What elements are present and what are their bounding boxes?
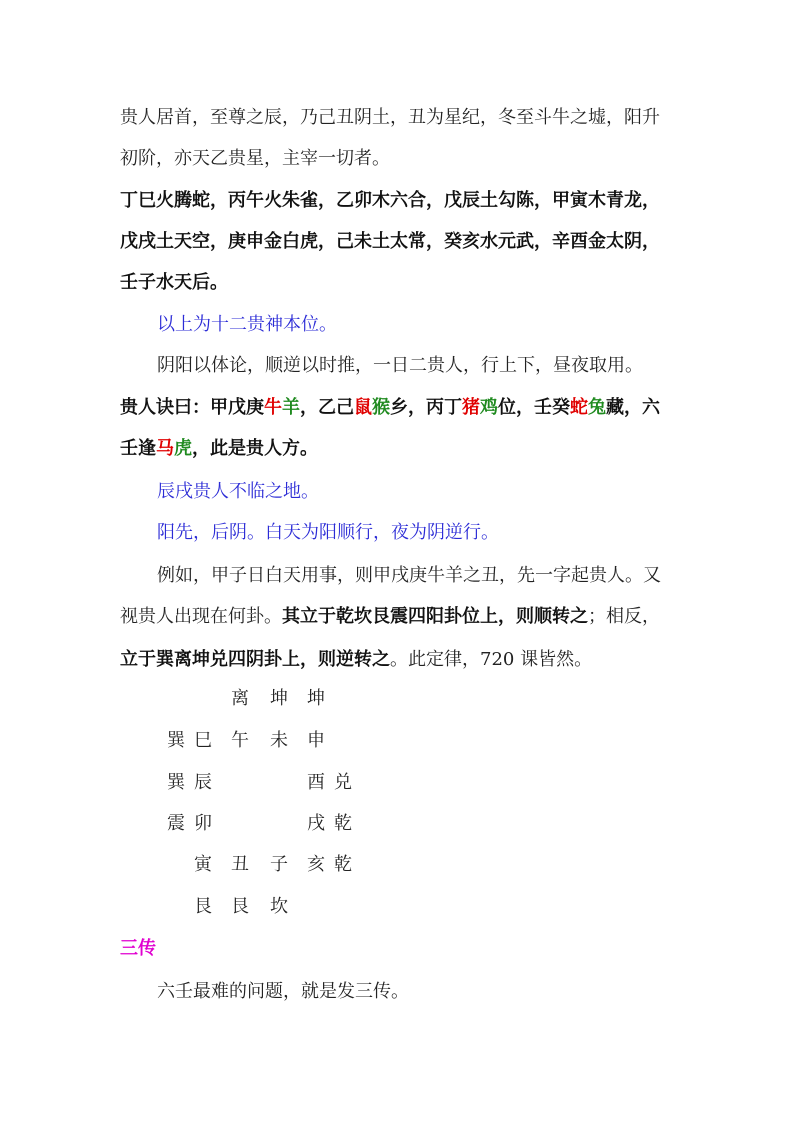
verse-text: 壬逢 bbox=[120, 438, 156, 459]
verse-red-word: 马 bbox=[156, 438, 174, 459]
verse-red-word: 猪 bbox=[462, 397, 480, 418]
grid-cell: 戌 bbox=[307, 813, 325, 834]
verse-text: 藏，六 bbox=[606, 397, 660, 418]
verse-text: ，此是贵人方。 bbox=[192, 438, 318, 459]
note-chenxu: 辰戌贵人不临之地。 bbox=[157, 481, 319, 502]
para4-line3 bbox=[120, 648, 592, 672]
para2-line1: 丁巳火腾蛇，丙午火朱雀，乙卯木六合，戊辰土勾陈，甲寅木青龙， bbox=[120, 190, 660, 211]
para2-line2: 戊戌土天空，庚申金白虎，己未土太常，癸亥水元武，辛酉金太阴， bbox=[120, 231, 660, 252]
grid-cell: 乾 bbox=[334, 813, 352, 834]
verse-green-word: 羊 bbox=[282, 397, 300, 418]
grid-cell: 坤 bbox=[270, 688, 288, 709]
grid-cell: 午 bbox=[231, 730, 249, 751]
grid-cell: 艮 bbox=[231, 896, 249, 917]
para4-text: 。此定律，720 课皆然。 bbox=[390, 649, 593, 670]
verse-text: 贵人诀曰：甲戊庚 bbox=[120, 397, 264, 418]
para4-line2 bbox=[120, 605, 660, 629]
grid-cell: 巽 bbox=[167, 730, 185, 751]
grid-cell: 巽 bbox=[167, 772, 185, 793]
para5: 六壬最难的问题，就是发三传。 bbox=[157, 981, 409, 1002]
verse-line2 bbox=[120, 437, 318, 461]
para4-text: ；相反， bbox=[588, 606, 660, 627]
grid-cell: 兑 bbox=[334, 772, 352, 793]
para4-line1: 例如，甲子日白天用事，则甲戌庚牛羊之丑，先一字起贵人。又 bbox=[157, 565, 661, 586]
verse-red-word: 蛇 bbox=[570, 397, 588, 418]
verse-green-word: 兔 bbox=[588, 397, 606, 418]
grid-cell: 未 bbox=[270, 730, 288, 751]
verse-text: 乡，丙丁 bbox=[390, 397, 462, 418]
verse-red-word: 牛 bbox=[264, 397, 282, 418]
verse-line1 bbox=[120, 396, 660, 420]
grid-cell: 离 bbox=[231, 688, 249, 709]
grid-cell: 寅 bbox=[194, 854, 212, 875]
grid-cell: 震 bbox=[167, 813, 185, 834]
note-twelve-gods: 以上为十二贵神本位。 bbox=[157, 314, 337, 335]
grid-cell: 亥 bbox=[307, 854, 325, 875]
section-title: 三传 bbox=[120, 938, 156, 959]
verse-green-word: 虎 bbox=[174, 438, 192, 459]
grid-cell: 酉 bbox=[307, 772, 325, 793]
para4-bold-rule: 其立于乾坎艮震四阳卦位上，则顺转之 bbox=[282, 606, 588, 627]
verse-green-word: 鸡 bbox=[480, 397, 498, 418]
grid-cell: 卯 bbox=[194, 813, 212, 834]
grid-cell: 坎 bbox=[270, 896, 288, 917]
grid-cell: 艮 bbox=[194, 896, 212, 917]
note-yin-yang-direction: 阳先，后阴。白天为阳顺行，夜为阴逆行。 bbox=[157, 522, 499, 543]
verse-text: ，乙己 bbox=[300, 397, 354, 418]
para2-line3: 壬子水天后。 bbox=[120, 272, 228, 293]
para1-line2: 初阶，亦天乙贵星，主宰一切者。 bbox=[120, 148, 390, 169]
verse-text: 位，壬癸 bbox=[498, 397, 570, 418]
para4-text: 视贵人出现在何卦。 bbox=[120, 606, 282, 627]
grid-cell: 辰 bbox=[194, 772, 212, 793]
para4-bold-rule: 立于巽离坤兑四阴卦上，则逆转之 bbox=[120, 649, 390, 670]
verse-green-word: 猴 bbox=[372, 397, 390, 418]
grid-cell: 巳 bbox=[194, 730, 212, 751]
grid-cell: 申 bbox=[307, 730, 325, 751]
grid-cell: 子 bbox=[270, 854, 288, 875]
para3: 阴阳以体论，顺逆以时推，一日二贵人，行上下，昼夜取用。 bbox=[157, 355, 643, 376]
grid-cell: 坤 bbox=[307, 688, 325, 709]
grid-cell: 丑 bbox=[231, 854, 249, 875]
verse-red-word: 鼠 bbox=[354, 397, 372, 418]
grid-cell: 乾 bbox=[334, 854, 352, 875]
para1-line1: 贵人居首，至尊之辰，乃己丑阴土，丑为星纪，冬至斗牛之墟，阳升 bbox=[120, 107, 660, 128]
